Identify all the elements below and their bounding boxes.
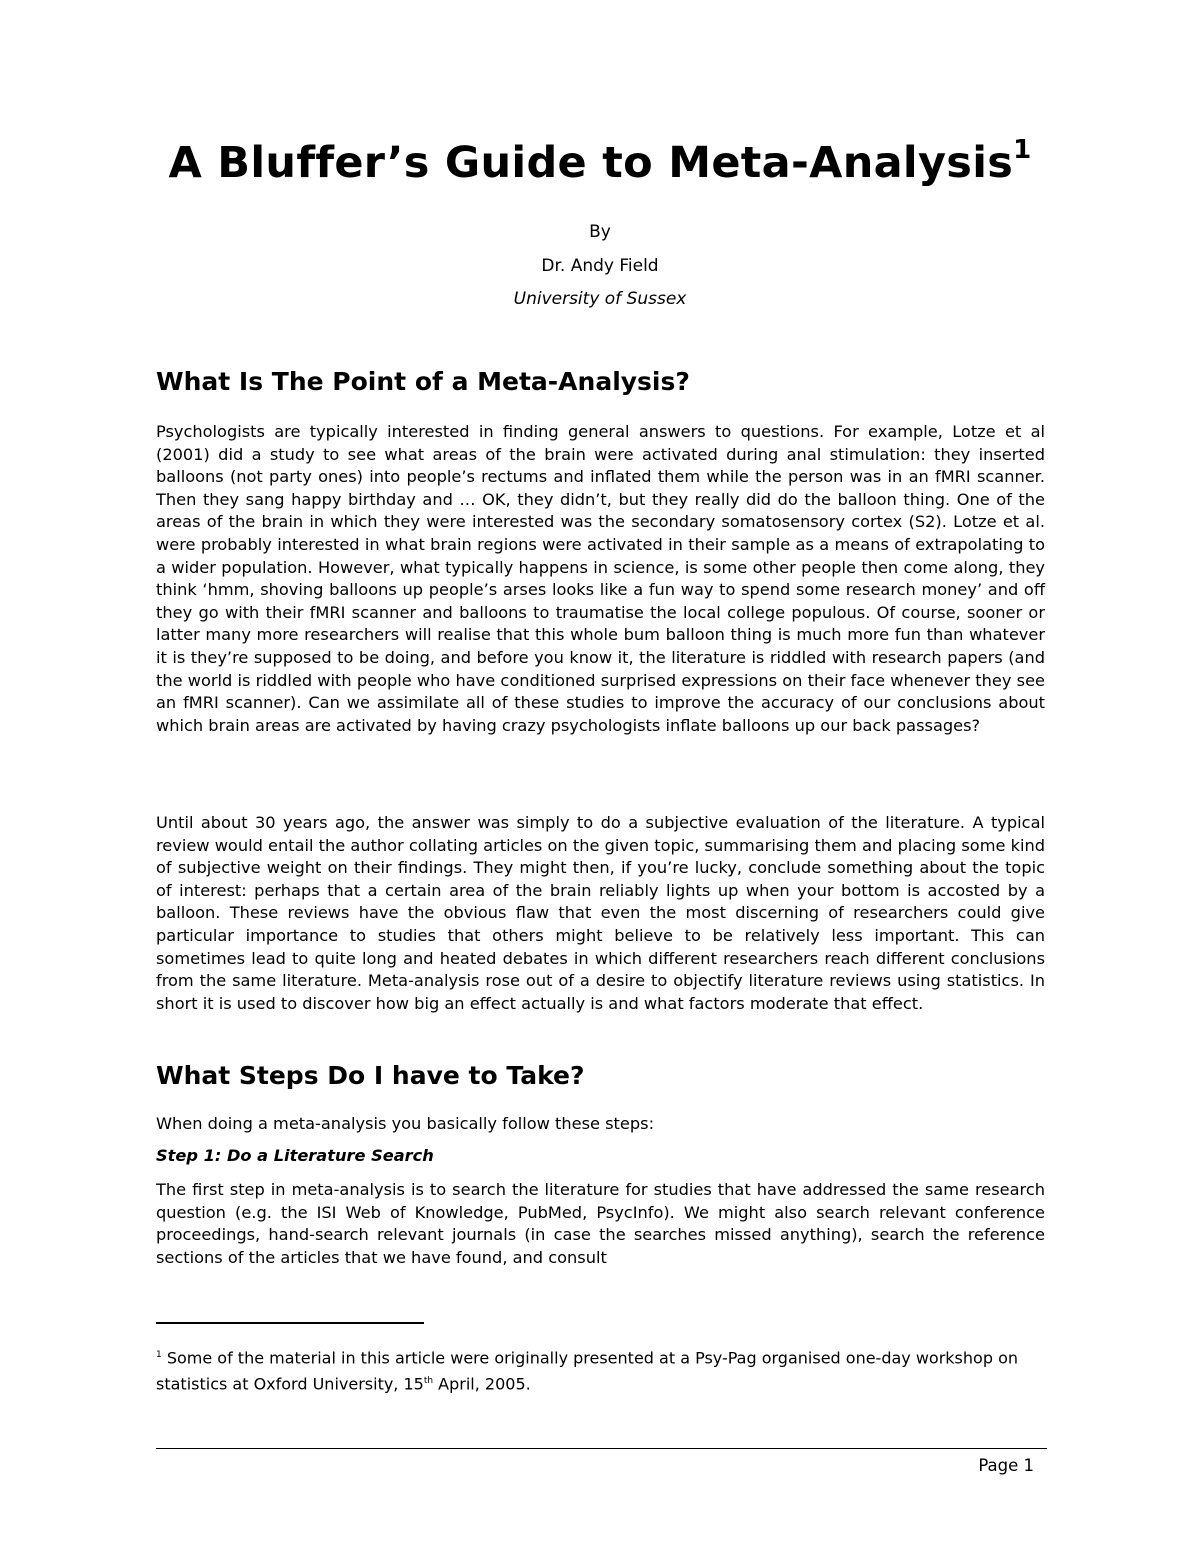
step1-paragraph: The first step in meta-analysis is to search the literature for studies that have addressed the same research question (e.g. the ISI Web of Knowledge, PubMed, PsycInfo). We might also search relevant conference proceedings, hand-search relevant journals (in case the searches missed anything), search the reference sections of the articles that we have found, and consult (156, 1180, 1045, 1267)
footnote-ordinal: th (423, 1375, 434, 1386)
footnote-text-after: April, 2005. (433, 1374, 531, 1394)
page-number: Page 1 (978, 1456, 1034, 1475)
footnote-text-before: Some of the material in this article were originally presented at a Psy-Pag organised one-day workshop on statistics at Oxford University, 15 (156, 1348, 1018, 1394)
footer-rule (156, 1448, 1047, 1449)
steps-intro: When doing a meta-analysis you basically follow these steps: (156, 1114, 655, 1133)
footnote-separator (156, 1322, 424, 1324)
footnote (156, 1344, 1045, 1396)
byline: By (589, 222, 611, 242)
section-heading-point: What Is The Point of a Meta-Analysis? (156, 367, 690, 396)
author-affiliation: University of Sussex (513, 289, 687, 309)
footnote-mark: 1 (156, 1350, 162, 1360)
step1-heading: Step 1: Do a Literature Search (156, 1146, 434, 1165)
body-paragraph-2: Until about 30 years ago, the answer was simply to do a subjective evaluation of the literature. A typical review would entail the author collating articles on the given topic, summarising them and placing some kind of subjective weight on their findings. They might then, if you’re lucky, conclude something about the topic of interest: perhaps that a certain area of the brain reliably lights up when your bottom is accosted by a balloon. These reviews have the obvious flaw that even the most discerning of researchers could give particular importance to studies that others might believe to be relatively less important. This can sometimes lead to quite long and heated debates in which different researchers reach different conclusions from the same literature. Meta-analysis rose out of a desire to objectify literature reviews using statistics. In short it is used to discover how big an effect actually is and what factors moderate that effect. (156, 813, 1045, 1013)
title-footnote-mark: 1 (1013, 134, 1032, 165)
body-paragraph-1: Psychologists are typically interested in finding general answers to questions. For example, Lotze et al (2001) did a study to see what areas of the brain were activated during anal stimulation: they inserted balloons (not party ones) into people’s rectums and inflated them while the person was in an fMRI scanner. Then they sang happy birthday and … OK, they didn’t, but they really did do the balloon thing. One of the areas of the brain in which they were interested was the secondary somatosensory cortex (S2). Lotze et al. were probably interested in what brain regions were activated in their sample as a means of extrapolating to a wider population. However, what typically happens in science, is some other people then come along, they think ‘hmm, shoving balloons up people’s arses looks like a fun way to spend some research money’ and off they go with their fMRI scanner and balloons to traumatise the local college populous. Of course, sooner or latter many more researchers will realise that this whole bum balloon thing is much more fun than whatever it is they’re supposed to be doing, and before you know it, the literature is riddled with research papers (and the world is riddled with people who have conditioned surprised expressions on their face whenever they see an fMRI scanner). Can we assimilate all of these studies to improve the accuracy of our conclusions about which brain areas are activated by having crazy psychologists inflate balloons up our back passages? (156, 422, 1045, 735)
author-name: Dr. Andy Field (541, 256, 659, 276)
document-title (0, 134, 1200, 188)
title-text: A Bluffer’s Guide to Meta-Analysis (168, 138, 1014, 188)
section-heading-steps: What Steps Do I have to Take? (156, 1061, 585, 1090)
